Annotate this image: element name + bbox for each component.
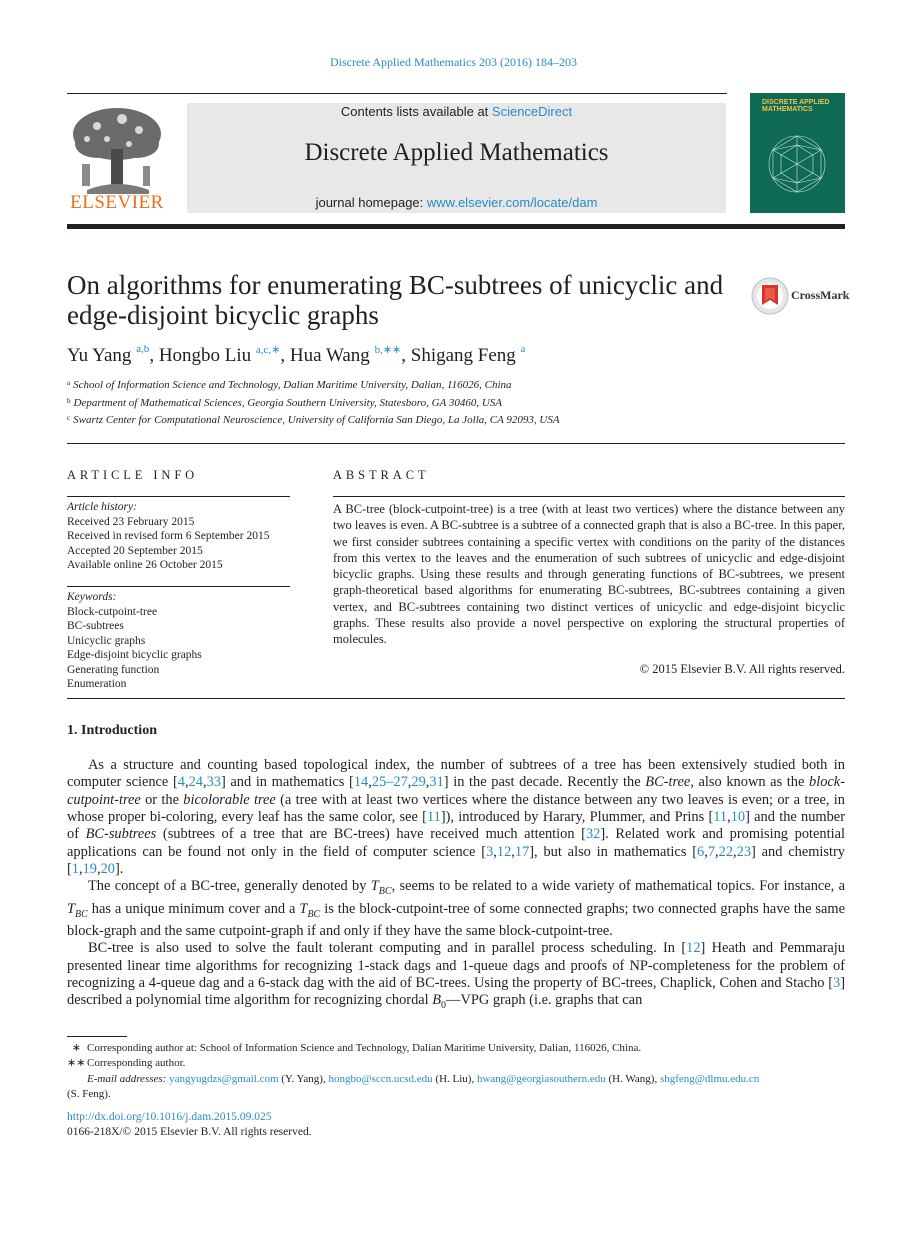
divider — [333, 496, 845, 497]
text-run: , seems to be related to a wide variety of mathematical topics. For instance, a — [391, 878, 845, 895]
text-run: is the block-cutpoint-tree of some connected graphs; two connected graphs have the same block-graph and the same cutpoint-graph if and only if they have the same block-cutpoint-tree. — [67, 900, 845, 939]
keyword: Generating function — [67, 663, 160, 676]
text-run: , — [97, 861, 101, 878]
header-thick-rule — [67, 224, 845, 229]
crossmark-icon — [751, 277, 789, 315]
history-label: Article history: — [67, 501, 137, 513]
keyword: Edge-disjoint bicyclic graphs — [67, 649, 202, 661]
author-name[interactable]: Shigang Feng — [410, 345, 516, 366]
math-symbol: B — [432, 992, 442, 1009]
author-list: Yu Yang $^{a,b}$, Hongbo Liu $^{a,c,∗}$, Hua Wang $^{b,∗∗}$, Shigang Feng $^a$ — [67, 343, 526, 366]
text-run: , — [79, 861, 83, 878]
text-run: ] and in mathematics [ — [220, 774, 354, 791]
email-link[interactable]: hwang@georgiasouthern.edu — [476, 1072, 606, 1085]
footnote — [67, 1056, 845, 1071]
author-marks[interactable]: b,∗∗ — [374, 344, 402, 356]
text-run: ] and the number of — [67, 809, 845, 843]
contents-line — [187, 104, 726, 119]
term: block-cutpoint-tree — [67, 774, 845, 808]
divider — [67, 698, 845, 699]
history-item: Accepted 20 September 2015 — [67, 544, 203, 557]
header-rule — [67, 93, 727, 94]
affiliation — [67, 414, 560, 426]
email-link[interactable]: yangyugdzs@gmail.com — [169, 1072, 279, 1085]
email-label: E-mail addresses: — [87, 1072, 167, 1085]
citation-link[interactable]: 12 — [686, 940, 701, 957]
journal-cover[interactable] — [750, 93, 845, 213]
affiliation-text: Department of Mathematical Sciences, Georgia Southern University, Statesboro, GA 30460, USA — [73, 397, 503, 409]
text-run: , — [511, 843, 515, 860]
footnote-rule — [67, 1036, 127, 1037]
text-run: , — [493, 843, 497, 860]
history-item: Received 23 February 2015 — [67, 515, 195, 528]
citation-link[interactable]: 23 — [736, 843, 752, 860]
text-run: ]. — [115, 861, 124, 878]
affiliation — [67, 397, 502, 409]
email-tail: (S. Feng). — [67, 1087, 111, 1100]
text-run: , — [727, 809, 731, 826]
article-info-heading: ARTICLE INFO — [67, 468, 199, 482]
abstract-text: A BC-tree (block-cutpoint-tree) is a tree (with at least two vertices) where the distance between any two leaves is even. A BC-subtree is a subtree of a connected graph that is also a BC-tree. In this paper, we first consider subtrees containing a specific vertex with conditions on the parity of the distances from this vertex to the leaves and the enumeration of such subtrees of unicyclic and edge-disjoint bicyclic graphs. Using these results and through generating functions of BC-subtrees, we present graph-theoretical based algorithms for enumerating BC-subtrees, BC-subtrees containing a given vertex, and BC-subtrees containing two distinct vertices of unicyclic and edge-disjoint bicyclic graphs. These results also provide a novel perspective on exploring the structural properties of molecules. — [333, 502, 845, 647]
text-run: , — [733, 843, 737, 860]
text-run: , — [368, 774, 372, 791]
email-link[interactable]: hongbo@sccn.ucsd.edu — [328, 1072, 433, 1085]
footnote-text: Corresponding author. — [87, 1057, 186, 1070]
paragraph — [67, 757, 845, 878]
text-run: As a structure and counting based topological index, the number of subtrees of a tree has been extensively studied both in computer science [ — [67, 757, 845, 791]
section-heading: 1. Introduction — [67, 723, 157, 738]
text-run: (a tree with at least two vertices where the distance between any two leaves is even; or a tree, in whose proper bi-coloring, every leaf has the same color, see [ — [67, 791, 845, 826]
term: bicolorable tree — [183, 791, 276, 808]
body-text — [67, 757, 845, 1014]
affiliation-mark: a — [67, 379, 71, 387]
homepage-link[interactable]: www.elsevier.com/locate/dam — [426, 195, 598, 210]
math-subscript: BC — [378, 886, 392, 898]
keywords-label: Keywords: — [67, 591, 117, 603]
math-subscript: BC — [75, 908, 88, 920]
math-symbol: T — [299, 900, 308, 917]
affiliation-mark: c — [67, 414, 71, 422]
text-run: The concept of a BC-tree, generally denoted by — [88, 878, 371, 895]
sciencedirect-link[interactable]: ScienceDirect — [491, 104, 573, 119]
affiliation — [67, 379, 512, 391]
footnotes — [67, 1041, 845, 1102]
text-run: ]. Related work and promising potential applications can be found not only in the field of computer science [ — [67, 826, 846, 860]
citation-link[interactable]: 32 — [585, 826, 601, 843]
doi-link[interactable]: http://dx.doi.org/10.1016/j.dam.2015.09.025 — [67, 1111, 272, 1123]
footnote — [67, 1041, 845, 1056]
keywords — [67, 590, 297, 692]
paragraph — [67, 940, 845, 1014]
text-run: ] Heath and Pemmaraju presented linear time algorithms for recognizing 1-stack dags and 1-queue dags and proofs of NP-completeness for the problem of recognizing a 4-queue dag and a 6-stack dag with the aid of BC-trees. Using the property of BC-trees, Chaplick, Cohen and Stacho [ — [67, 940, 845, 991]
author-name[interactable]: Yu Yang — [67, 345, 132, 366]
citation-link[interactable]: 3 — [833, 974, 841, 991]
email-link[interactable]: shgfeng@dlmu.edu.cn — [659, 1072, 760, 1085]
contents-prefix: Contents lists available at — [340, 104, 492, 119]
citation-link[interactable]: 17 — [514, 843, 530, 860]
footnote-symbol: ∗∗ — [67, 1057, 86, 1070]
author-name[interactable]: Hua Wang — [289, 345, 370, 366]
text-run: , — [425, 774, 430, 791]
text-run: or the — [140, 791, 184, 808]
homepage-prefix: journal homepage: — [315, 195, 427, 210]
divider — [67, 496, 290, 497]
citation-link[interactable]: 20 — [100, 861, 115, 878]
affiliation-text: School of Information Science and Technology, Dalian Maritime University, Dalian, 116026, China — [73, 379, 512, 391]
publisher-name: ELSEVIER — [70, 192, 164, 213]
citation-link[interactable]: 29 — [411, 774, 426, 791]
email-owner: (H. Liu), — [432, 1072, 477, 1085]
text-run: , — [704, 843, 708, 860]
math-symbol: T — [370, 878, 379, 895]
abstract-copyright: © 2015 Elsevier B.V. All rights reserved. — [639, 662, 845, 676]
cover-graph-icon — [766, 133, 828, 195]
text-run: has a unique minimum cover and a — [87, 900, 300, 917]
term: BC-tree — [645, 774, 691, 791]
text-run: , — [202, 774, 207, 791]
article-history — [67, 500, 297, 573]
journal-reference[interactable]: Discrete Applied Mathematics 203 (2016) 184–203 — [330, 55, 577, 69]
email-footnote — [67, 1072, 845, 1087]
citation-link[interactable]: 22 — [718, 843, 734, 860]
text-run: , — [184, 774, 189, 791]
keyword: BC-subtrees — [67, 620, 124, 632]
citation-link[interactable]: 25–27 — [371, 774, 408, 791]
divider — [67, 586, 290, 587]
history-item: Available online 26 October 2015 — [67, 559, 223, 571]
author-marks[interactable]: a — [520, 343, 526, 355]
keyword: Enumeration — [67, 678, 127, 690]
keyword: Block-cutpoint-tree — [67, 605, 158, 618]
text-run: —VPG graph (i.e. graphs that can — [446, 992, 643, 1009]
citation-link[interactable]: 3 — [486, 843, 494, 860]
text-run: BC-tree is also used to solve the fault tolerant computing and in parallel process scheduling. In [ — [88, 940, 687, 957]
math-subscript: BC — [307, 908, 321, 920]
text-run: , — [715, 843, 719, 860]
citation-link[interactable]: 31 — [429, 774, 444, 791]
affiliation-text: Swartz Center for Computational Neuroscience, University of California San Diego, La Jolla, CA 92093, USA — [73, 414, 560, 426]
journal-title: Discrete Applied Mathematics — [304, 139, 609, 166]
text-run: ]), introduced by Harary, Plummer, and Prins [ — [440, 809, 714, 826]
text-run: , also known as the — [690, 774, 810, 791]
citation-link[interactable]: 4 — [177, 774, 185, 791]
crossmark-badge[interactable] — [751, 277, 851, 317]
text-run: ] and chemistry [ — [67, 843, 845, 878]
citation-link[interactable]: 1 — [71, 861, 79, 878]
citation-link[interactable]: 12 — [496, 843, 512, 860]
keyword: Unicyclic graphs — [67, 634, 146, 647]
text-run: (subtrees of a tree that are BC-trees) have received much attention [ — [156, 826, 586, 843]
cover-title: DISCRETE APPLIED MATHEMATICS — [762, 99, 830, 113]
author-marks[interactable]: a,c,∗ — [255, 344, 281, 356]
citation-link[interactable]: 11 — [426, 809, 441, 826]
author-name[interactable]: Hongbo Liu — [158, 345, 252, 366]
article-title: On algorithms for enumerating BC-subtrees of unicyclic and edge-disjoint bicyclic graphs — [67, 270, 724, 330]
email-owner: (Y. Yang), — [278, 1072, 329, 1085]
text-run: ] described a polynomial time algorithm for recognizing chordal — [67, 974, 845, 1009]
citation-link[interactable]: 24 — [188, 774, 203, 791]
email-owner: (H. Wang), — [605, 1072, 660, 1085]
history-item: Received in revised form 6 September 2015 — [67, 530, 270, 542]
footnote-text: Corresponding author at: School of Information Science and Technology, Dalian Maritime University, Dalian, 116026, China. — [87, 1042, 642, 1054]
abstract-heading: ABSTRACT — [333, 468, 430, 482]
math-symbol: T — [67, 900, 76, 917]
citation-link[interactable]: 10 — [730, 809, 746, 826]
text-run: ], but also in mathematics [ — [529, 843, 698, 860]
issn-line: 0166-218X/© 2015 Elsevier B.V. All rights reserved. — [67, 1126, 312, 1138]
elsevier-logo — [67, 104, 167, 214]
citation-link[interactable]: 6 — [697, 843, 705, 860]
crossmark-label: CrossMark — [791, 288, 850, 302]
divider — [67, 443, 845, 444]
math-subscript: 0 — [441, 1000, 447, 1012]
citation-link[interactable]: 33 — [206, 774, 221, 791]
homepage-line — [187, 195, 726, 210]
citation-link[interactable]: 19 — [82, 861, 97, 878]
affiliation-mark: b — [67, 397, 71, 405]
author-marks[interactable]: a,b — [136, 343, 150, 355]
text-run: , — [407, 774, 412, 791]
citation-link[interactable]: 11 — [713, 809, 728, 826]
paragraph — [67, 878, 845, 940]
footnote-symbol: ∗ — [71, 1042, 81, 1054]
citation-link[interactable]: 7 — [707, 843, 716, 860]
term: BC-subtrees — [85, 826, 157, 843]
citation-link[interactable]: 14 — [353, 774, 369, 791]
text-run: ] in the past decade. Recently the — [443, 774, 646, 791]
